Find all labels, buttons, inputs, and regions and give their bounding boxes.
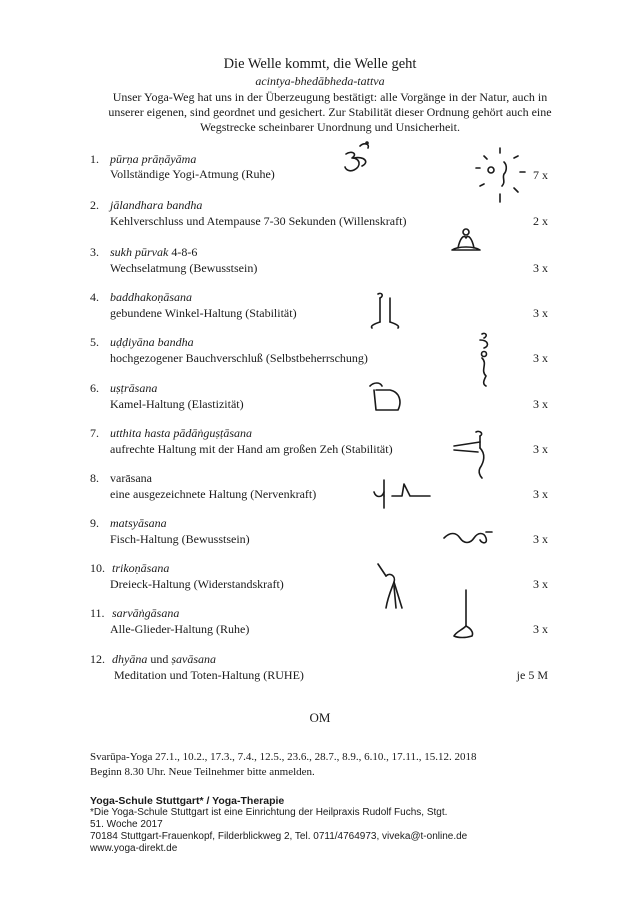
item-number: 2.: [90, 198, 99, 212]
item-sanskrit-join: und: [150, 652, 169, 666]
item-repetitions: 3 x: [533, 487, 548, 501]
page-subtitle: acintya-bhedābheda-tattva: [255, 74, 385, 88]
footer-web: www.yoga-direkt.de: [90, 843, 178, 854]
item-number: 3.: [90, 245, 99, 259]
item-repetitions: 3 x: [533, 622, 548, 636]
footer-address: 70184 Stuttgart-Frauenkopf, Filderblickweg 2, Tel. 0711/4764973, viveka@t-online.de: [90, 831, 468, 842]
intro-text: Unser Yoga-Weg hat uns in der Überzeugung bestätigt: alle Vorgänge in der Natur, auch in unserer eigenen, sind geordnet und gesichert. Zur Stabilität dieser Ordnung gehört auch eine Wegstrecke scheinbarer Unordnung und Unsicherheit.: [108, 90, 552, 134]
item-number: 6.: [90, 381, 99, 395]
standing-bandha-icon: [474, 330, 496, 388]
item-description: Kehlverschluss und Atempause 7-30 Sekunden (Willenskraft): [110, 214, 407, 228]
om-breath-icon: [340, 140, 380, 180]
item-description: Dreieck-Haltung (Widerstandskraft): [110, 577, 284, 591]
item-sanskrit: jālandhara bandha: [110, 198, 203, 212]
item-description: Vollständige Yogi-Atmung (Ruhe): [110, 167, 275, 181]
item-number: 7.: [90, 426, 99, 440]
om-text: OM: [309, 710, 331, 725]
item-sanskrit-line: [110, 245, 197, 260]
item-sanskrit: trikoṇāsana: [112, 561, 170, 575]
page-title: Die Welle kommt, die Welle geht: [223, 56, 417, 72]
item-sanskrit: pūrṇa prāṇāyāma: [110, 152, 197, 166]
item-number: 4.: [90, 290, 99, 304]
item-repetitions: 3 x: [533, 261, 548, 275]
item-sanskrit: baddhakoṇāsana: [110, 290, 192, 304]
shoulder-stand-icon: [448, 588, 478, 640]
item-sanskrit-extra: 4-8-6: [171, 245, 198, 259]
item-repetitions: 3 x: [533, 397, 548, 411]
item-description: aufrechte Haltung mit der Hand am großen Zeh (Stabilität): [110, 442, 393, 456]
item-sanskrit-line: [112, 652, 216, 667]
item-repetitions: 7 x: [533, 168, 548, 182]
start-line: Beginn 8.30 Uhr. Neue Teilnehmer bitte anmelden.: [90, 766, 315, 778]
item-repetitions: 3 x: [533, 351, 548, 365]
item-sanskrit-2: ṣavāsana: [171, 652, 216, 666]
footer-note: *Die Yoga-Schule Stuttgart ist eine Einrichtung der Heilpraxis Rudolf Fuchs, Stgt.: [90, 807, 448, 818]
seated-figure-icon: [470, 146, 530, 206]
item-sanskrit: uḍḍiyāna bandha: [110, 335, 194, 349]
schedule-block: [90, 750, 477, 780]
item-description: Fisch-Haltung (Bewusstsein): [110, 532, 250, 546]
footer-week: 51. Woche 2017: [90, 819, 163, 830]
footer-heading: Yoga-Schule Stuttgart* / Yoga-Therapie: [90, 795, 285, 807]
item-repetitions: 3 x: [533, 442, 548, 456]
item-repetitions: 3 x: [533, 306, 548, 320]
item-sanskrit: dhyāna: [112, 652, 148, 666]
dates-line: Svarūpa-Yoga 27.1., 10.2., 17.3., 7.4., 12.5., 23.6., 28.7., 8.9., 6.10., 17.11., 15.12. 2018: [90, 751, 477, 763]
item-number: 10.: [90, 561, 105, 575]
item-number: 1.: [90, 152, 99, 166]
triangle-pose-icon: [376, 562, 416, 614]
camel-pose-icon: [366, 378, 406, 414]
item-number: 8.: [90, 471, 99, 485]
fish-pose-icon: [442, 526, 494, 546]
item-sanskrit: uṣṭrāsana: [110, 381, 158, 395]
item-sanskrit: utthita hasta pādāṅguṣṭāsana: [110, 426, 253, 440]
bound-angle-icon: [366, 290, 402, 330]
standing-toe-icon: [450, 428, 494, 480]
item-sanskrit: varāsana: [110, 471, 152, 485]
item-description: Kamel-Haltung (Elastizität): [110, 397, 244, 411]
item-number: 9.: [90, 516, 99, 530]
item-description: Wechselatmung (Bewusstsein): [110, 261, 258, 275]
item-sanskrit: sukh pūrvak: [110, 245, 169, 259]
item-number: 12.: [90, 652, 105, 666]
item-description: Meditation und Toten-Haltung (RUHE): [114, 668, 304, 682]
item-repetitions: 2 x: [533, 214, 548, 228]
item-number: 5.: [90, 335, 99, 349]
item-repetitions: je 5 M: [516, 668, 548, 682]
vara-pose-icon: [370, 474, 436, 510]
item-repetitions: 3 x: [533, 577, 548, 591]
item-description: hochgezogener Bauchverschluß (Selbstbeherrschung): [110, 351, 368, 365]
item-number: 11.: [90, 606, 105, 620]
item-sanskrit: sarvāṅgāsana: [112, 606, 180, 620]
item-description: eine ausgezeichnete Haltung (Nervenkraft): [110, 487, 317, 501]
item-sanskrit: matsyāsana: [110, 516, 167, 530]
seated-pose-icon: [448, 226, 484, 254]
item-repetitions: 3 x: [533, 532, 548, 546]
footer: [90, 795, 467, 855]
item-description: Alle-Glieder-Haltung (Ruhe): [110, 622, 250, 636]
item-description: gebundene Winkel-Haltung (Stabilität): [110, 306, 297, 320]
